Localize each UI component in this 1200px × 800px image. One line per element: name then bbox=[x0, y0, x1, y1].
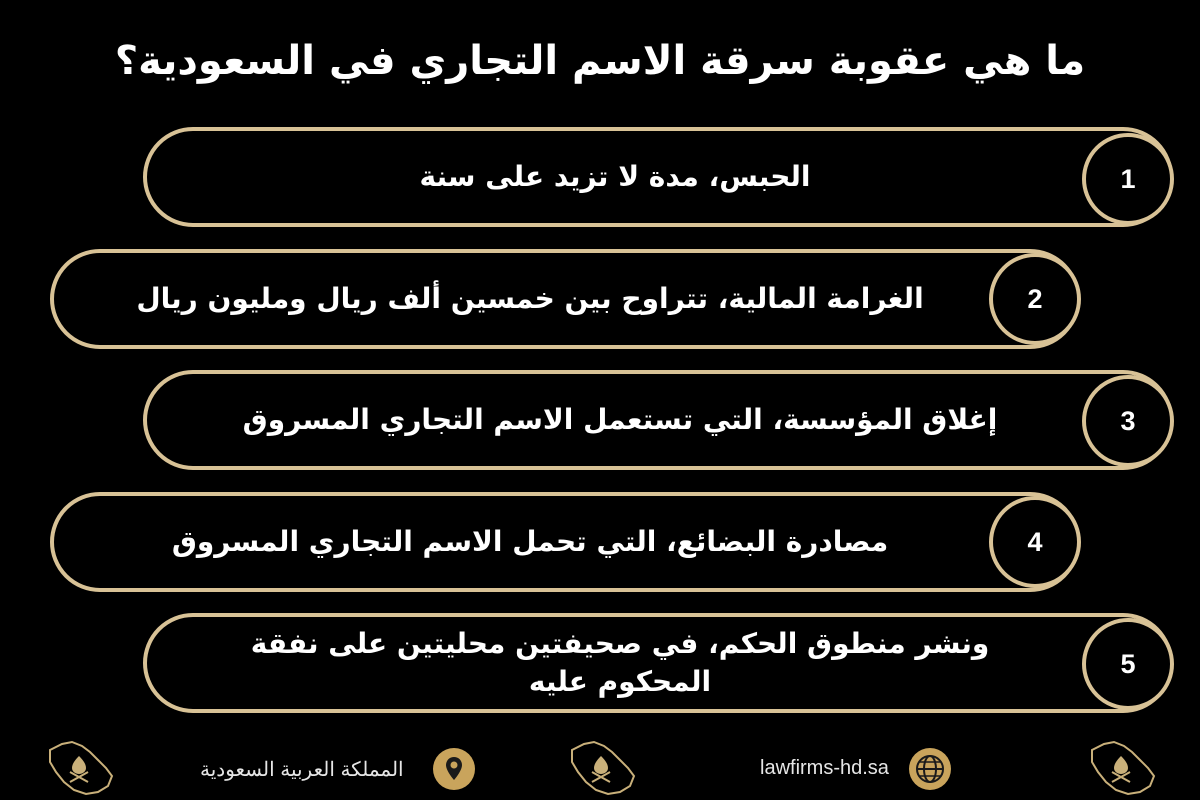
penalty-item-1-text: الحبس، مدة لا تزيد على سنة bbox=[419, 160, 811, 193]
penalty-item-5-text: ونشر منطوق الحكم، في صحيفتين محليتين على نفقة المحكوم عليه bbox=[250, 627, 990, 698]
penalty-item-1-number: 1 bbox=[1082, 133, 1174, 225]
saudi-map-emblem-icon bbox=[564, 738, 638, 798]
saudi-map-emblem-icon bbox=[42, 738, 116, 798]
penalty-item-3-text: إغلاق المؤسسة، التي تستعمل الاسم التجاري المسروق bbox=[242, 403, 998, 436]
saudi-map-emblem-icon bbox=[1084, 738, 1158, 798]
footer-location-text: المملكة العربية السعودية bbox=[200, 759, 404, 781]
penalty-item-3-number: 3 bbox=[1082, 375, 1174, 467]
footer-website-text[interactable]: lawfirms-hd.sa bbox=[760, 757, 889, 779]
page-title: ما هي عقوبة سرقة الاسم التجاري في السعودية؟ bbox=[114, 38, 1086, 84]
penalty-item-2-number: 2 bbox=[989, 253, 1081, 345]
penalty-item-4-text: مصادرة البضائع، التي تحمل الاسم التجاري المسروق bbox=[171, 525, 889, 558]
penalty-item-5-number: 5 bbox=[1082, 618, 1174, 710]
penalty-item-2-text: الغرامة المالية، تتراوح بين خمسين ألف ريال ومليون ريال bbox=[136, 282, 924, 315]
location-pin-icon bbox=[432, 747, 476, 791]
penalty-item-4-number: 4 bbox=[989, 496, 1081, 588]
globe-icon bbox=[908, 747, 952, 791]
